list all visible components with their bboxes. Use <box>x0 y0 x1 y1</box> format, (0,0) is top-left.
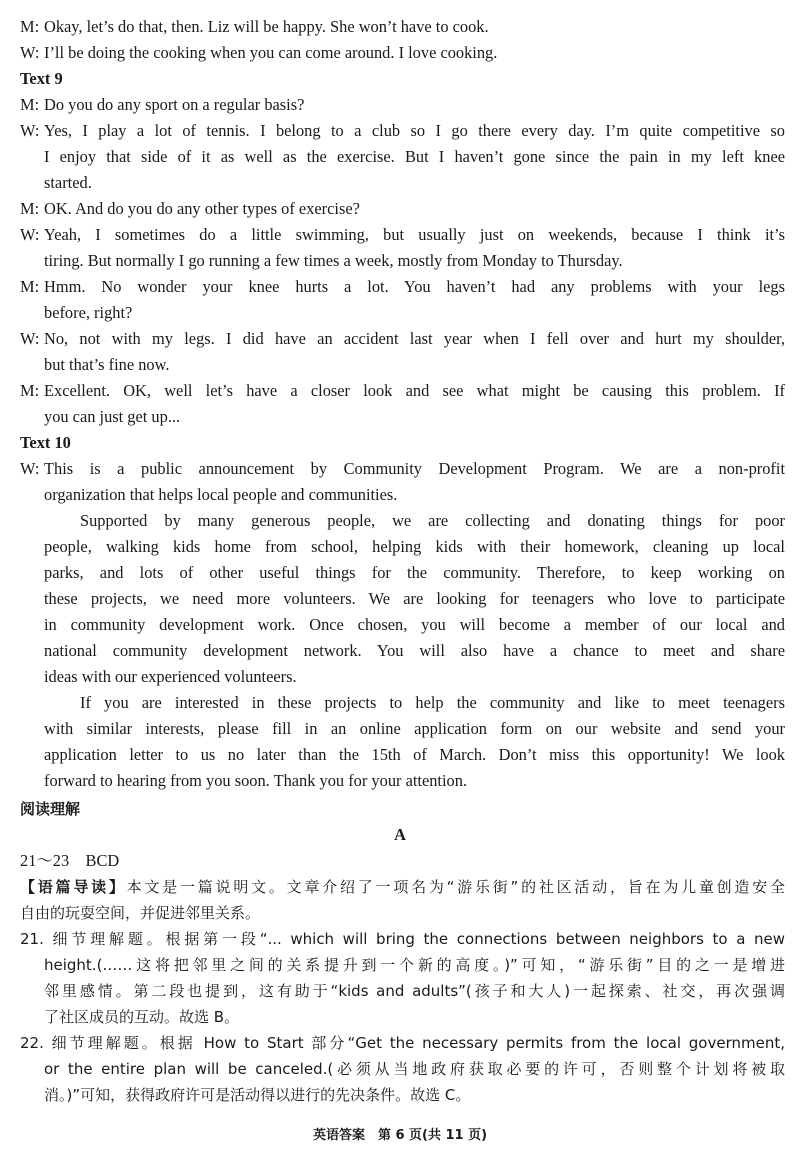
announcement-line: with similar interests, please fill in an online application form on our website and send your <box>44 719 785 738</box>
dialogue-line: M: Excellent. OK, well let’s have a closer look and see what might be causing this problem. If <box>20 381 785 400</box>
dialogue-line: W: Yes, I play a lot of tennis. I belong to a club so I go there every day. I’m quite competitive so <box>20 121 785 140</box>
dialogue-line: tiring. But normally I go running a few times a week, mostly from Monday to Thursday. <box>44 251 623 270</box>
announcement-line: parks, and lots of other useful things for the community. Therefore, to keep working on <box>44 563 785 582</box>
dialogue-line: M: OK. And do you do any other types of exercise? <box>20 199 360 218</box>
announcement-line: these projects, we need more volunteers. We are looking for teenagers who love to participate <box>44 589 785 608</box>
announcement-line: national community development network. You will also have a chance to meet and share <box>44 641 785 660</box>
announcement-line: people, walking kids home from school, helping kids with their homework, cleaning up local <box>44 537 785 556</box>
explanation-line: 邻里感情。第二段也提到，这有助于“kids and adults”(孩子和大人)一起探索、社交，再次强调 <box>44 982 785 1000</box>
announcement-line: Supported by many generous people, we are collecting and donating things for poor <box>80 511 785 530</box>
announcement-line: organization that helps local people and communities. <box>44 485 398 504</box>
text9-heading: Text 9 <box>20 69 63 88</box>
dialogue-line: before, right? <box>44 303 133 322</box>
announcement-line: in community development work. Once chosen, you will become a member of our local and <box>44 615 785 634</box>
dialogue-line: M: Okay, let’s do that, then. Liz will be happy. She won’t have to cook. <box>20 17 489 36</box>
explanation-line: 了社区成员的互动。故选 B。 <box>44 1008 240 1026</box>
dialogue-line: M: Do you do any sport on a regular basis? <box>20 95 305 114</box>
answers-line: 21～23 BCD <box>20 851 120 870</box>
explanation-line: 22. 细节理解题。根据 How to Start 部分“Get the necessary permits from the local government, <box>20 1034 785 1052</box>
dialogue-line: W: No, not with my legs. I did have an accident last year when I fell over and hurt my shoulder, <box>20 329 785 348</box>
guide-line: 自由的玩耍空间，并促进邻里关系。 <box>20 904 261 922</box>
text10-heading: Text 10 <box>20 433 71 452</box>
guide-line: 【语篇导读】本文是一篇说明文。文章介绍了一项名为“游乐街”的社区活动，旨在为儿童创造安全 <box>20 878 785 896</box>
explanation-line: 21. 细节理解题。根据第一段“... which will bring the connections between neighbors to a new <box>20 930 785 948</box>
announcement-line: W: This is a public announcement by Community Development Program. We are a non-profit <box>20 459 785 478</box>
dialogue-line: W: Yeah, I sometimes do a little swimming, but usually just on weekends, because I think it’s <box>20 225 785 244</box>
explanation-line: 消。)”可知，获得政府许可是活动得以进行的先决条件。故选 C。 <box>44 1086 471 1104</box>
announcement-line: ideas with our experienced volunteers. <box>44 667 297 686</box>
dialogue-line: started. <box>44 173 92 192</box>
dialogue-line: but that’s fine now. <box>44 355 170 374</box>
dialogue-line: M: Hmm. No wonder your knee hurts a lot. You haven’t had any problems with your legs <box>20 277 785 296</box>
announcement-line: application letter to us no later than the 15th of March. Don’t miss this opportunity! We look <box>44 745 785 764</box>
dialogue-line: you can just get up... <box>44 407 181 426</box>
dialogue-line: W: I’ll be doing the cooking when you can come around. I love cooking. <box>20 43 498 62</box>
section-title: 阅读理解 <box>20 800 81 818</box>
announcement-line: forward to hearing from you soon. Thank you for your attention. <box>44 771 468 790</box>
dialogue-line: I enjoy that side of it as well as the exercise. But I haven’t gone since the pain in my left knee <box>44 147 785 166</box>
part-letter: A <box>394 825 406 844</box>
explanation-line: height.(……这将把邻里之间的关系提升到一个新的高度。)”可知，“游乐街”目的之一是增进 <box>44 956 785 974</box>
page-footer: 英语答案 第 6 页(共 11 页) <box>312 1128 488 1143</box>
announcement-line: If you are interested in these projects to help the community and like to meet teenagers <box>80 693 785 712</box>
explanation-line: or the entire plan will be canceled.(必须从当地政府获取必要的许可，否则整个计划将被取 <box>44 1060 785 1078</box>
